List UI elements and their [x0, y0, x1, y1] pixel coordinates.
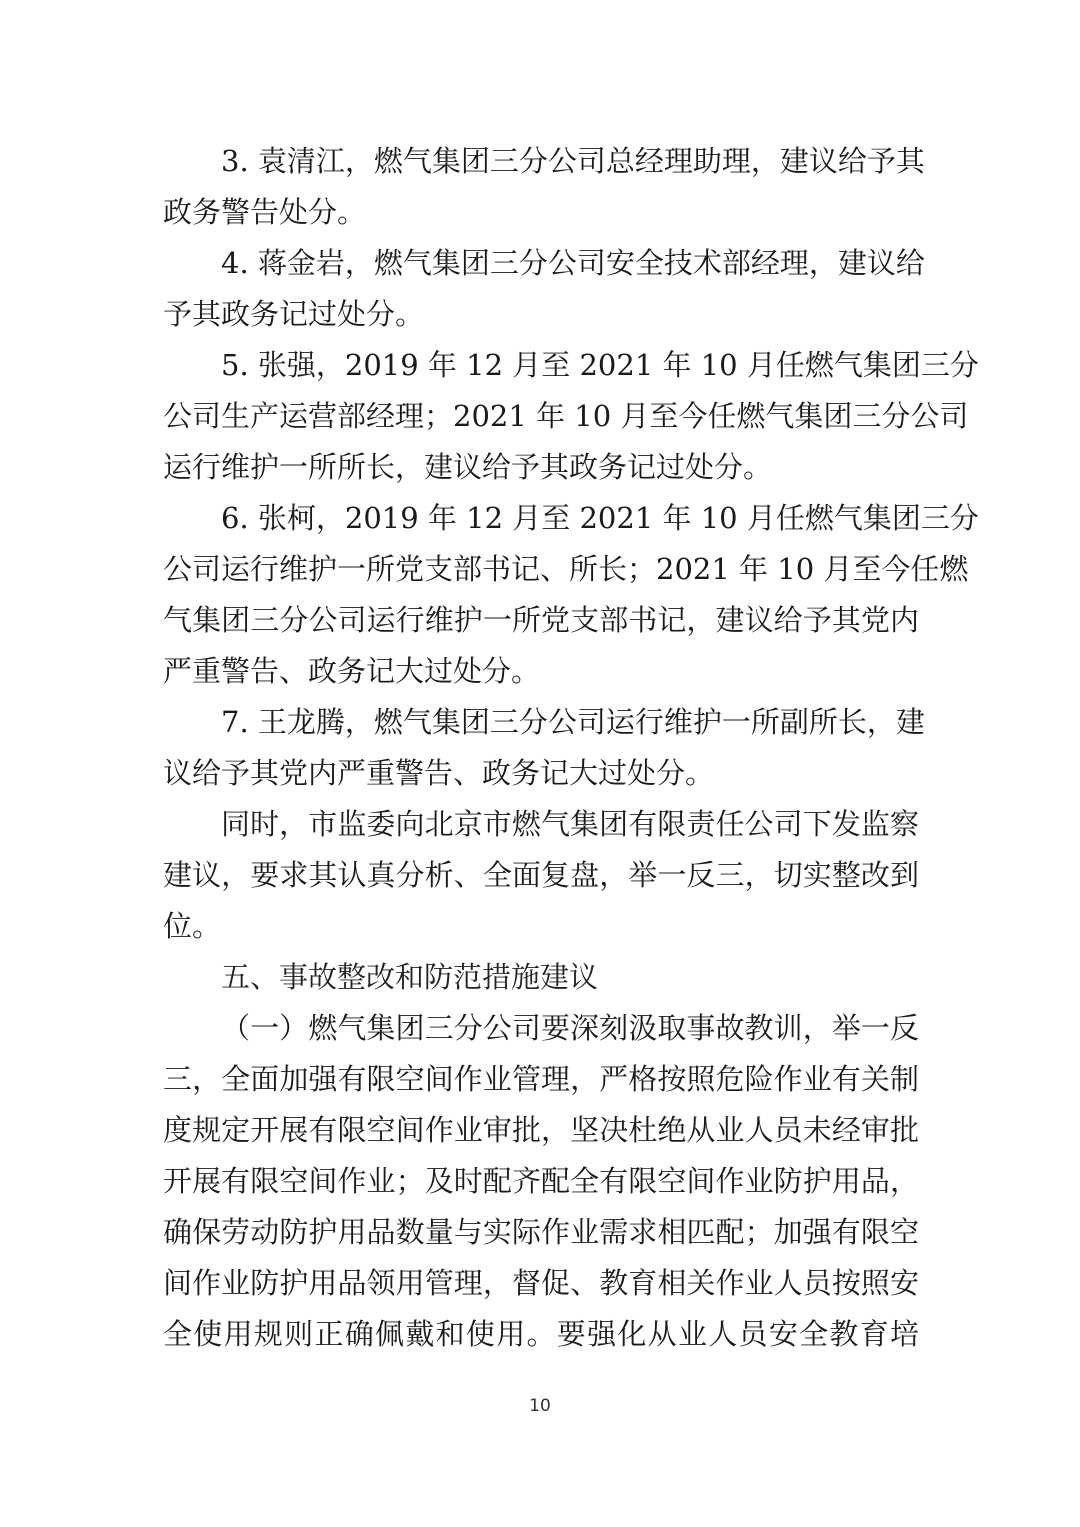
text-line: 议给予其党内严重警告、政务记大过处分。	[163, 756, 715, 790]
text-line: 政务警告处分。	[163, 195, 367, 229]
paragraph-item-7	[163, 697, 925, 799]
text-line: 6. 张柯，2019 年 12 月至 2021 年 10 月任燃气集团三分	[221, 501, 979, 535]
paragraph-supervision	[163, 799, 919, 952]
text-line: 严重警告、政务记大过处分。	[163, 654, 541, 688]
text-line: 公司生产运营部经理；2021 年 10 月至今任燃气集团三分公司	[163, 399, 969, 433]
text-line: 建议，要求其认真分析、全面复盘，举一反三，切实整改到	[163, 858, 919, 892]
text-line: 开展有限空间作业；及时配齐配全有限空间作业防护用品，	[163, 1164, 919, 1198]
paragraph-item-6	[163, 493, 979, 697]
text-line: 气集团三分公司运行维护一所党支部书记，建议给予其党内	[163, 603, 919, 637]
text-line: 公司运行维护一所党支部书记、所长；2021 年 10 月至今任燃	[163, 552, 969, 586]
text-line: 7. 王龙腾，燃气集团三分公司运行维护一所副所长，建	[221, 705, 925, 739]
paragraph-item-3	[163, 136, 925, 238]
document-page	[163, 136, 979, 1360]
text-line: 三，全面加强有限空间作业管理，严格按照危险作业有关制	[163, 1062, 919, 1096]
text-line: 3. 袁清江，燃气集团三分公司总经理助理，建议给予其	[221, 144, 925, 178]
section-title: 五、事故整改和防范措施建议	[221, 960, 599, 994]
text-line: 度规定开展有限空间作业审批，坚决杜绝从业人员未经审批	[163, 1113, 919, 1147]
paragraph-item-4	[163, 238, 925, 340]
text-line: 全使用规则正确佩戴和使用。要强化从业人员安全教育培	[163, 1317, 919, 1351]
text-line: 5. 张强，2019 年 12 月至 2021 年 10 月任燃气集团三分	[221, 348, 979, 382]
text-line: 位。	[163, 909, 222, 943]
text-line: （一）燃气集团三分公司要深刻汲取事故教训，举一反	[221, 1011, 919, 1045]
page-number: 10	[529, 1396, 551, 1416]
text-line: 间作业防护用品领用管理，督促、教育相关作业人员按照安	[163, 1266, 919, 1300]
text-line: 同时，市监委向北京市燃气集团有限责任公司下发监察	[221, 807, 919, 841]
text-line: 4. 蒋金岩，燃气集团三分公司安全技术部经理，建议给	[221, 246, 925, 280]
section-heading	[163, 952, 919, 1003]
paragraph-item-5	[163, 340, 979, 493]
text-line: 运行维护一所所长，建议给予其政务记过处分。	[163, 450, 773, 484]
paragraph-section-5-1	[163, 1003, 919, 1360]
text-line: 确保劳动防护用品数量与实际作业需求相匹配；加强有限空	[163, 1215, 919, 1249]
text-line: 予其政务记过处分。	[163, 297, 425, 331]
